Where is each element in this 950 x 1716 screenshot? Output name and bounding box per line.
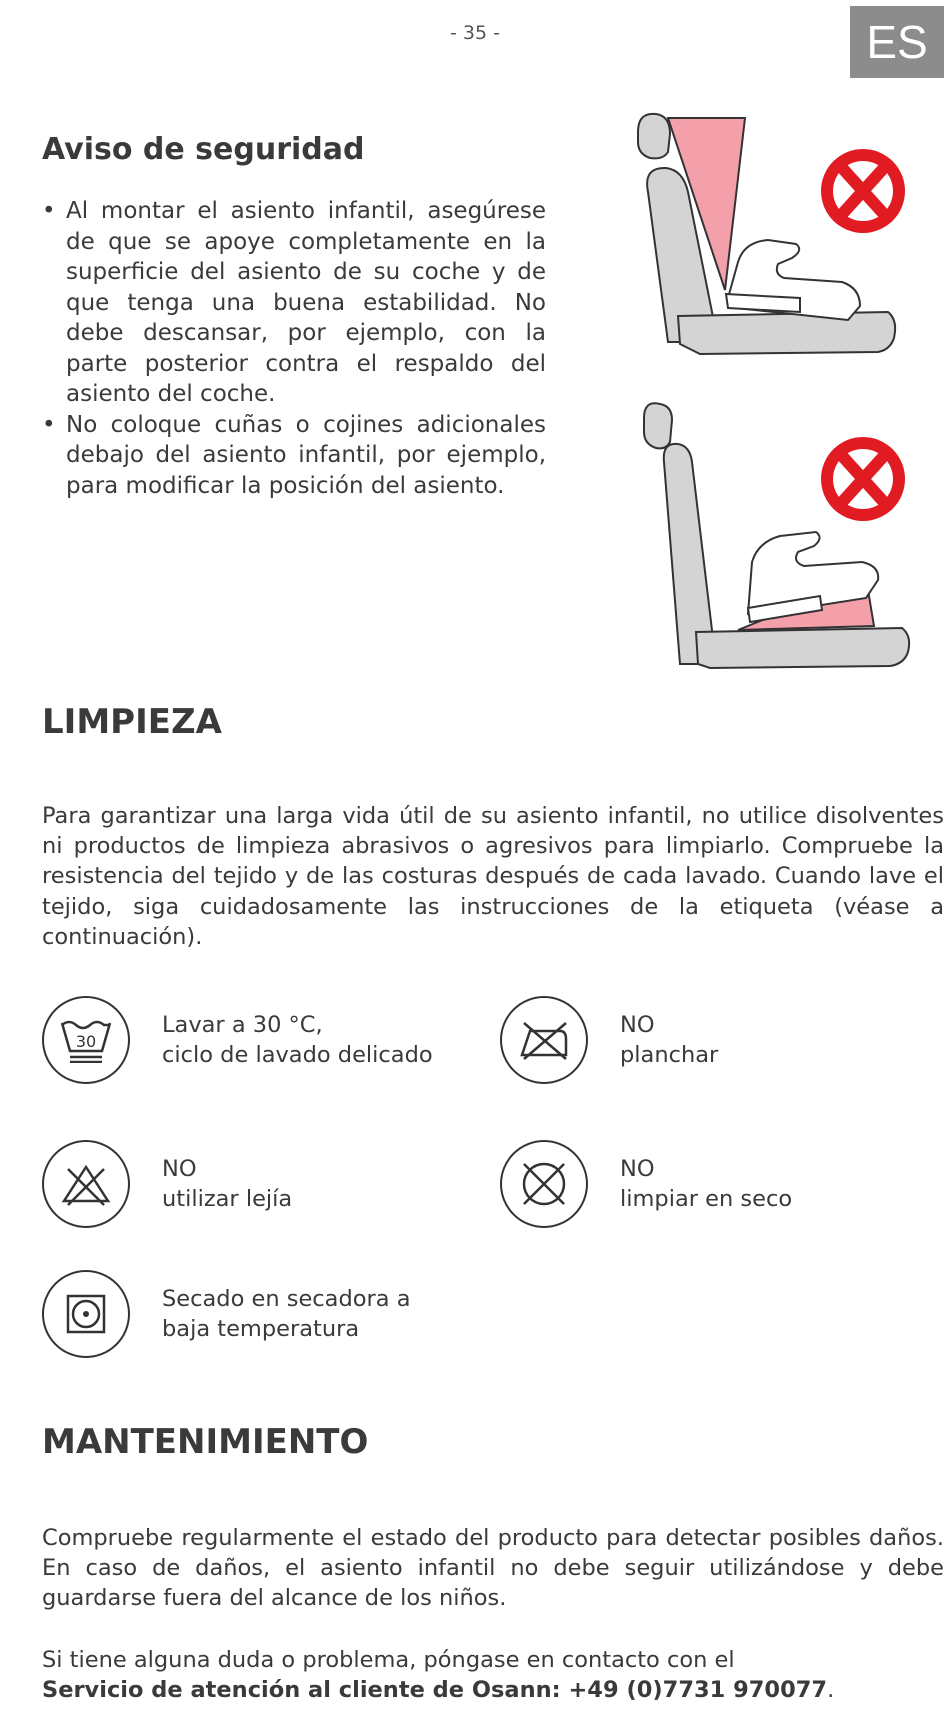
prohibited-icon bbox=[818, 146, 908, 236]
care-label-line1: NO bbox=[620, 1011, 655, 1038]
safety-item-text: No coloque cuñas o cojines adicionales debajo del asiento infantil, por ejemplo, para modificar la posición del asiento. bbox=[66, 411, 546, 499]
care-label-line2: utilizar lejía bbox=[162, 1186, 293, 1212]
care-item-bleach bbox=[42, 1140, 292, 1228]
care-item-iron bbox=[500, 996, 718, 1084]
care-label-line1: Lavar a 30 °C, bbox=[162, 1011, 323, 1038]
language-badge: ES bbox=[850, 6, 944, 78]
care-label-line1: NO bbox=[620, 1155, 655, 1182]
care-label-line2: baja temperatura bbox=[162, 1316, 360, 1342]
care-label-line2: planchar bbox=[620, 1042, 719, 1068]
wash-30-icon bbox=[42, 996, 130, 1084]
contact-text bbox=[42, 1645, 944, 1705]
care-label-line1: Secado en secadora a bbox=[162, 1285, 411, 1312]
no-bleach-icon bbox=[42, 1140, 130, 1228]
safety-list bbox=[42, 196, 546, 501]
no-dry-clean-icon bbox=[500, 1140, 588, 1228]
page-number: - 35 - bbox=[450, 22, 500, 44]
care-item-wash bbox=[42, 996, 433, 1084]
care-item-dryclean bbox=[500, 1140, 792, 1228]
prohibited-icon bbox=[818, 434, 908, 524]
maintenance-title: MANTENIMIENTO bbox=[42, 1422, 369, 1462]
care-item-dryer bbox=[42, 1270, 411, 1358]
customer-service-phone: Servicio de atención al cliente de Osann: +49 (0)7731 970077 bbox=[42, 1677, 828, 1704]
contact-end: . bbox=[827, 1677, 835, 1704]
svg-text:30: 30 bbox=[75, 1032, 97, 1051]
safety-title: Aviso de seguridad bbox=[42, 132, 365, 167]
care-label-line2: limpiar en seco bbox=[620, 1186, 793, 1212]
care-label-line1: NO bbox=[162, 1155, 197, 1182]
tumble-dry-low-icon bbox=[42, 1270, 130, 1358]
safety-item: • No coloque cuñas o cojines adicionales debajo del asiento infantil, por ejemplo, para modificar la posición del asiento. bbox=[42, 411, 546, 499]
care-label-line2: ciclo de lavado delicado bbox=[162, 1042, 433, 1068]
cleaning-text: Para garantizar una larga vida útil de su asiento infantil, no utilice disolventes ni productos de limpieza abrasivos o agresivos para limpiarlo. Compruebe la resistencia del tejido y de las costuras después de cada lavado. Cuando lave el tejido, siga cuidadosamente las instrucciones de la etiqueta (véase a continuación). bbox=[42, 803, 944, 950]
contact-intro: Si tiene alguna duda o problema, póngase en contacto con el bbox=[42, 1647, 735, 1673]
cleaning-title: LIMPIEZA bbox=[42, 702, 222, 742]
safety-item-text: Al montar el asiento infantil, asegúrese de que se apoye completamente en la superficie del asiento de su coche y de que tenga una buena estabilidad. No debe descansar, por ejemplo, con la parte posterior contra el respaldo del asiento del coche. bbox=[66, 198, 546, 407]
safety-item: • Al montar el asiento infantil, asegúrese de que se apoye completamente en la superficie del asiento de su coche y de que tenga una buena estabilidad. No debe descansar, por ejemplo, con la parte posterior contra el respaldo del asiento del coche. bbox=[42, 198, 546, 407]
maintenance-text: Compruebe regularmente el estado del producto para detectar posibles daños. En caso de daños, el asiento infantil no debe seguir utilizándose y debe guardarse fuera del alcance de los niños. bbox=[42, 1525, 944, 1612]
no-iron-icon bbox=[500, 996, 588, 1084]
